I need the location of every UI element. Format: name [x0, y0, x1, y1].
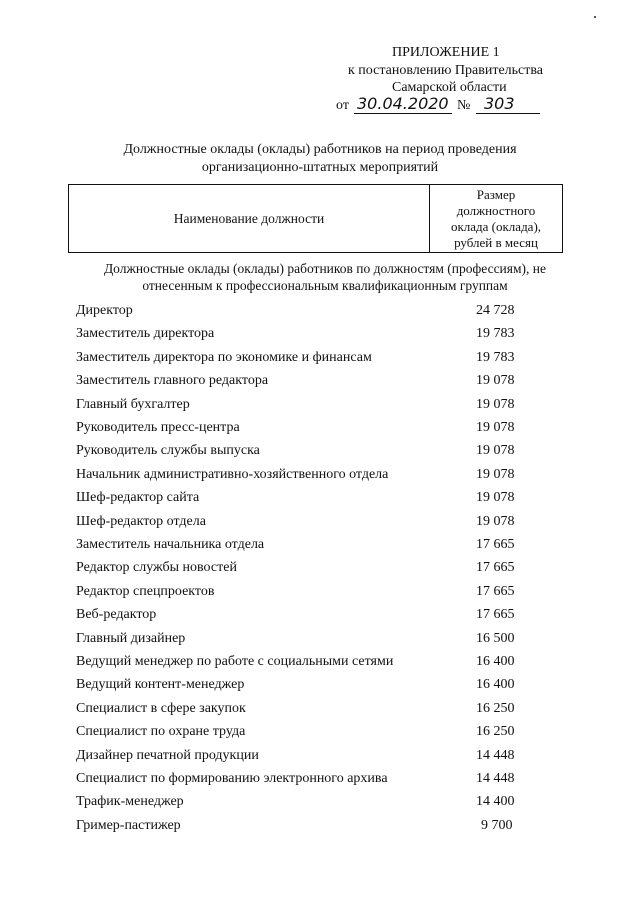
appendix-line-region: Самарской области: [392, 80, 507, 95]
position-name: Заместитель главного редактора: [76, 373, 269, 389]
document-title-line-1: Должностные оклады (оклады) работников на период проведения: [123, 142, 517, 157]
salary-value: 19 783: [476, 349, 515, 365]
table-row: [76, 748, 556, 768]
appendix-title: ПРИЛОЖЕНИЕ 1: [392, 45, 500, 60]
salary-value: 16 400: [476, 677, 515, 693]
table-row: [76, 350, 556, 370]
table-row: [76, 514, 556, 534]
salary-value: 19 078: [476, 513, 515, 529]
salary-value: 14 448: [476, 771, 515, 786]
salary-value: 14 448: [476, 747, 515, 763]
position-name: Веб-редактор: [76, 607, 157, 623]
salary-header-line-3: оклада (оклада),: [450, 218, 542, 234]
position-name: Шеф-редактор сайта: [76, 490, 200, 506]
table-row: [76, 654, 556, 674]
column-header-position: Наименование должности: [173, 210, 325, 226]
salary-value: 17 665: [476, 537, 515, 552]
table-row: [76, 724, 556, 744]
salary-value: 17 665: [476, 560, 515, 576]
salary-header-line-4: рублей в месяц: [454, 234, 538, 250]
table-row: [76, 490, 556, 510]
document-title: [60, 141, 580, 177]
table-row: [76, 677, 556, 697]
salary-value: 16 250: [476, 724, 515, 740]
date-value: 30.04.2020: [357, 94, 449, 113]
salary-value: 16 500: [476, 630, 515, 646]
position-name: Руководитель пресс-центра: [76, 420, 240, 435]
salary-value: 16 400: [476, 654, 515, 669]
salary-value: 19 078: [476, 373, 515, 389]
salary-value: 19 078: [476, 420, 515, 435]
table-row: [76, 373, 556, 393]
salary-value: 19 078: [476, 466, 515, 482]
position-name: Заместитель директора по экономике и финансам: [76, 349, 372, 365]
table-row: [76, 443, 556, 463]
position-name: Редактор спецпроектов: [76, 583, 215, 599]
table-row: [76, 607, 556, 627]
salary-header-line-2: должностного: [456, 202, 536, 218]
table-row: [76, 584, 556, 604]
section-heading-line-1: Должностные оклады (оклады) работников по должностям (профессиям), не: [103, 261, 547, 276]
column-header-salary: [430, 185, 562, 252]
table-header: [68, 184, 563, 253]
table-row: [76, 467, 556, 487]
table-row: [76, 818, 556, 838]
salary-value: 19 078: [476, 443, 515, 459]
position-name: Главный бухгалтер: [76, 396, 190, 412]
section-heading: [60, 260, 590, 294]
position-name: Начальник административно-хозяйственного отдела: [76, 466, 389, 482]
position-name: Ведущий менеджер по работе с социальными сетями: [76, 654, 394, 669]
position-name: Заместитель начальника отдела: [76, 537, 265, 552]
salary-value: 19 783: [476, 326, 515, 342]
number-prefix: №: [457, 98, 471, 113]
document-title-line-2: организационно-штатных мероприятий: [201, 160, 439, 175]
position-name: Специалист по формированию электронного архива: [76, 771, 388, 786]
table-row: [76, 794, 556, 814]
table-row: [76, 537, 556, 557]
salary-value: 16 250: [476, 700, 515, 716]
salary-header-line-1: Размер: [476, 186, 516, 202]
position-name: Редактор службы новостей: [76, 560, 237, 576]
scan-speck: [594, 16, 596, 18]
date-underline: [354, 113, 452, 114]
table-row: [76, 303, 556, 323]
salary-value: 17 665: [476, 607, 515, 623]
position-name: Ведущий контент-менеджер: [76, 677, 245, 693]
number-underline: [476, 113, 540, 114]
position-name: Шеф-редактор отдела: [76, 513, 206, 529]
table-row: [76, 397, 556, 417]
salary-value: 14 400: [476, 794, 515, 810]
position-name: Директор: [76, 303, 133, 318]
table-row: [76, 771, 556, 791]
date-prefix: от: [336, 98, 349, 113]
position-name: Трафик-менеджер: [76, 794, 184, 810]
table-row: [76, 326, 556, 346]
salary-value: 19 078: [476, 396, 515, 412]
position-name: Гример-пастижер: [76, 817, 181, 833]
position-name: Специалист по охране труда: [76, 724, 246, 740]
position-name: Специалист в сфере закупок: [76, 700, 246, 716]
appendix-line-decree: к постановлению Правительства: [348, 63, 544, 78]
section-heading-line-2: отнесенным к профессиональным квалификационным группам: [142, 278, 508, 293]
salary-value: 17 665: [476, 583, 515, 599]
number-value: 303: [484, 94, 515, 113]
position-name: Руководитель службы выпуска: [76, 443, 260, 459]
table-row: [76, 560, 556, 580]
salary-value: 9 700: [481, 817, 513, 833]
table-row: [76, 701, 556, 721]
position-name: Главный дизайнер: [76, 630, 186, 646]
table-row: [76, 420, 556, 440]
table-row: [76, 631, 556, 651]
salary-value: 24 728: [476, 303, 515, 318]
position-name: Дизайнер печатной продукции: [76, 747, 259, 763]
position-name: Заместитель директора: [76, 326, 215, 342]
salary-value: 19 078: [476, 490, 515, 506]
